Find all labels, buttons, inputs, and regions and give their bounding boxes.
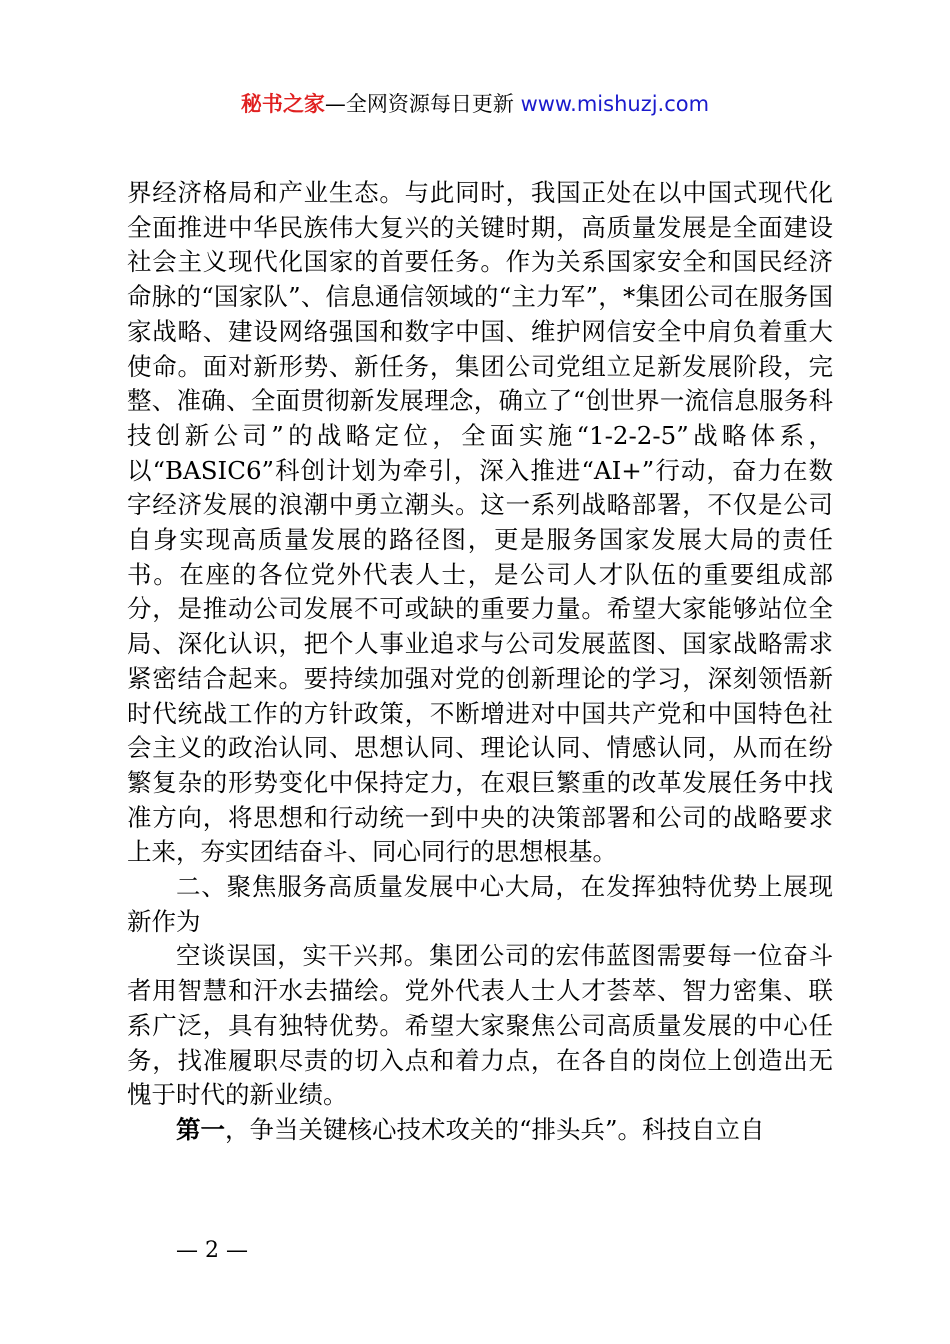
paragraph-lead: 第一	[176, 1114, 225, 1144]
site-url[interactable]: www.mishuzj.com	[520, 92, 710, 116]
page-number: — 2 —	[176, 1238, 248, 1263]
section-heading: 二、聚焦服务高质量发展中心大局，在发挥独特优势上展现新作为	[127, 872, 833, 936]
paragraph-text: ，争当关键核心技术攻关的“排头兵”。科技自立自	[225, 1114, 765, 1144]
site-header	[0, 88, 950, 120]
site-tagline: —全网资源每日更新	[324, 92, 521, 116]
document-body	[127, 176, 833, 1148]
site-brand: 秘书之家	[240, 92, 325, 116]
paragraph: 界经济格局和产业生态。与此同时，我国正处在以中国式现代化全面推进中华民族伟大复兴的关键时期，高质量发展是全面建设社会主义现代化国家的首要任务。作为关系国家安全和国民经济命脉的“国家队”、信息通信领域的“主力军”，*集团公司在服务国家战略、建设网络强国和数字中国、维护网信安全中肩负着重大使命。面对新形势、新任务，集团公司党组立足新发展阶段，完整、准确、全面贯彻新发展理念，确立了“创世界一流信息服务科技创新公司”的战略定位，全面实施“1-2-2-5”战略体系，以“BASIC6”科创计划为牵引，深入推进“AI+”行动，奋力在数字经济发展的浪潮中勇立潮头。这一系列战略部署，不仅是公司自身实现高质量发展的路径图，更是服务国家发展大局的责任书。在座的各位党外代表人士，是公司人才队伍的重要组成部分，是推动公司发展不可或缺的重要力量。希望大家能够站位全局、深化认识，把个人事业追求与公司发展蓝图、国家战略需求紧密结合起来。要持续加强对党的创新理论的学习，深刻领悟新时代统战工作的方针政策，不断增进对中国共产党和中国特色社会主义的政治认同、思想认同、理论认同、情感认同，从而在纷繁复杂的形势变化中保持定力，在艰巨繁重的改革发展任务中找准方向，将思想和行动统一到中央的决策部署和公司的战略要求上来，夯实团结奋斗、同心同行的思想根基。	[127, 178, 833, 867]
paragraph: 空谈误国，实干兴邦。集团公司的宏伟蓝图需要每一位奋斗者用智慧和汗水去描绘。党外代表人士人才荟萃、智力密集、联系广泛，具有独特优势。希望大家聚焦公司高质量发展的中心任务，找准履职尽责的切入点和着力点，在各自的岗位上创造出无愧于时代的新业绩。	[127, 941, 833, 1110]
paragraph	[127, 1113, 833, 1148]
